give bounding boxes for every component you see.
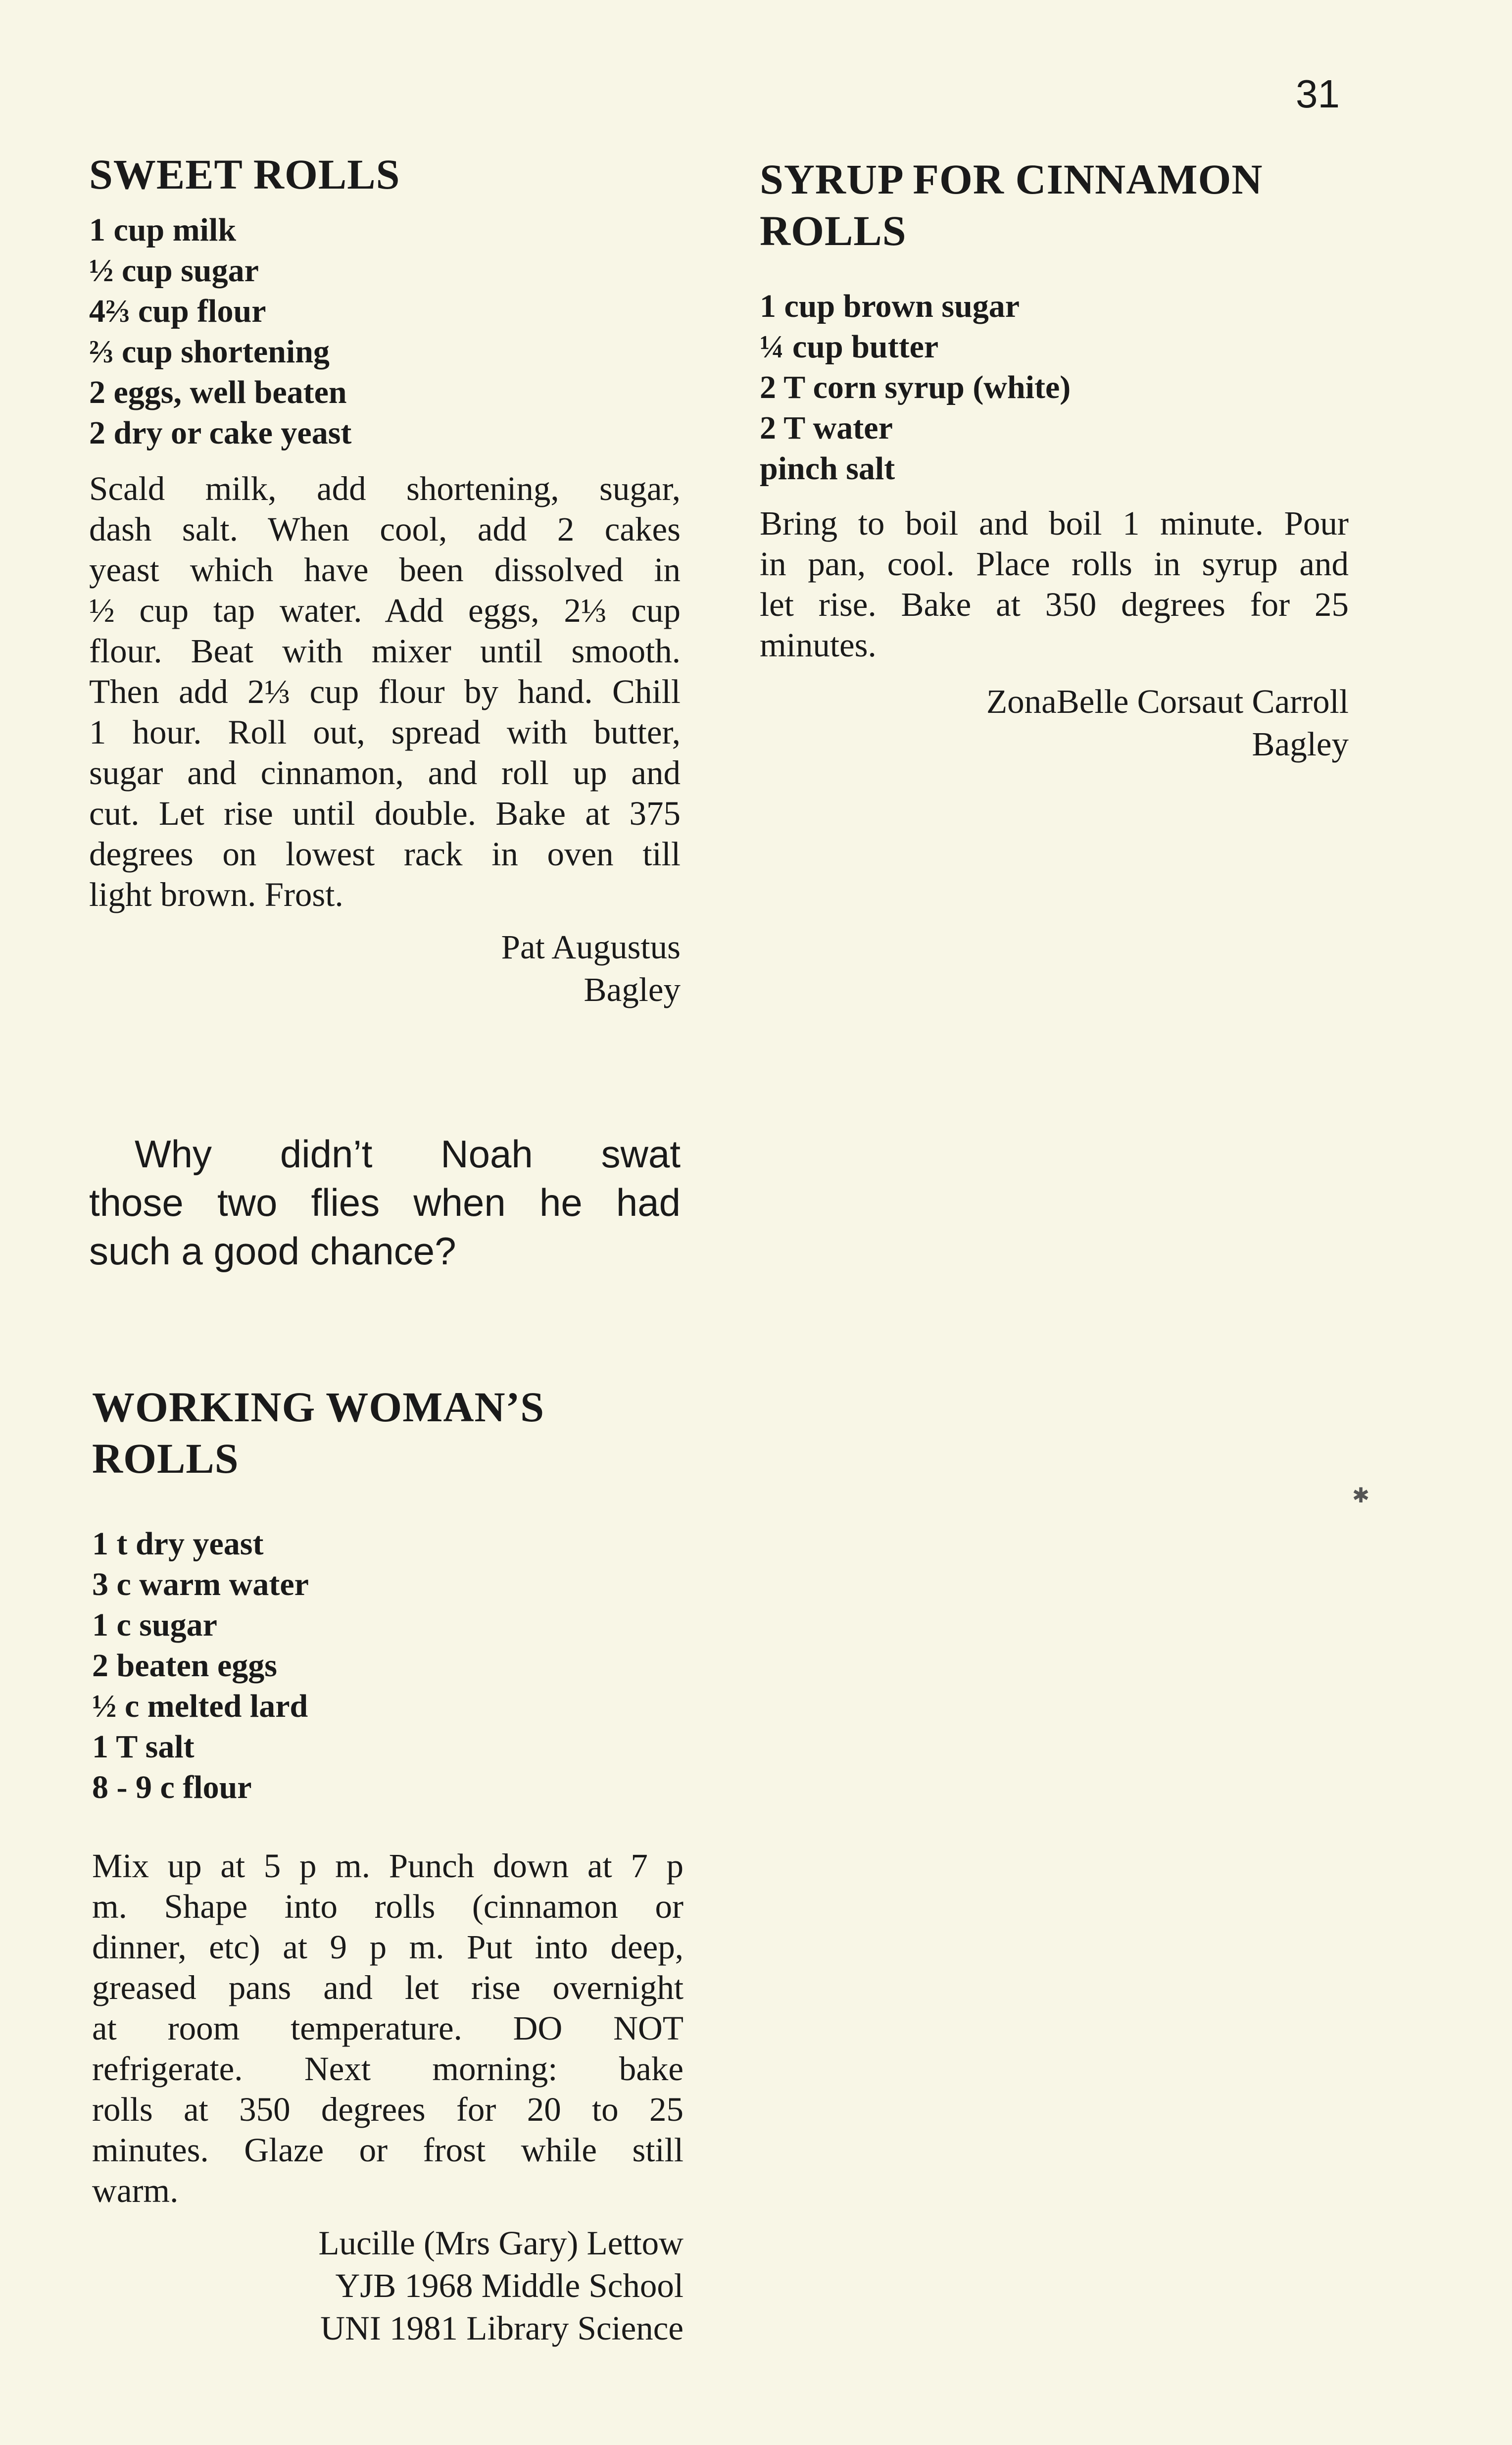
method-line: yeast which have been dissolved in [89,551,681,589]
author-name: Pat Augustus [501,928,681,966]
method-line: dash salt. When cool, add 2 cakes [89,510,681,548]
ingredient-item: pinch salt [760,450,895,487]
method-line: dinner, etc) at 9 p m. Put into deep, [92,1928,683,1966]
recipe-working-womans-rolls [92,1381,683,2349]
joke-line: such a good chance? [89,1229,456,1273]
author-name: Lucille (Mrs Gary) Lettow [318,2224,683,2262]
title-line: ROLLS [92,1435,239,1482]
method-line: degrees on lowest rack in oven till [89,835,681,873]
recipe-sweet-rolls [89,149,681,1011]
recipe-author [92,2222,683,2349]
page-number: 31 [1296,72,1340,116]
method-line: greased pans and let rise overnight [92,1969,683,2006]
ingredient-list [89,210,681,453]
print-mark-icon: ✱ [1352,1485,1370,1507]
ingredient-item: ½ c melted lard [92,1688,308,1724]
method-line: Then add 2⅓ cup flour by hand. Chill [89,673,681,710]
title-line: ROLLS [760,207,907,254]
ingredient-item: ¼ cup butter [760,329,939,365]
ingredient-item: 2 dry or cake yeast [89,415,352,451]
method-line: minutes. [760,626,877,664]
method-line: Mix up at 5 p m. Punch down at 7 p [92,1847,683,1885]
ingredient-item: ⅔ cup shortening [89,334,330,370]
recipe-method [89,468,681,915]
title-line: SYRUP FOR CINNAMON [760,155,1263,203]
method-line: in pan, cool. Place rolls in syrup and [760,545,1349,583]
method-line: at room temperature. DO NOT [92,2009,683,2047]
joke-block [89,1130,681,1275]
recipe-title [760,153,1349,256]
recipe-method [760,503,1349,665]
ingredient-list [92,1524,683,1808]
ingredient-item: 3 c warm water [92,1566,309,1602]
recipe-author [89,926,681,1011]
author-town: Bagley [1252,725,1349,763]
ingredient-item: 2 eggs, well beaten [89,374,347,410]
method-line: refrigerate. Next morning: bake [92,2050,683,2088]
method-line: warm. [92,2172,179,2209]
method-line: cut. Let rise until double. Bake at 375 [89,795,681,832]
title-line: WORKING WOMAN’S [92,1383,545,1431]
ingredient-item: 2 T water [760,410,893,446]
recipe-syrup-for-cinnamon-rolls [760,153,1349,765]
recipe-author [760,680,1349,765]
method-line: rolls at 350 degrees for 20 to 25 [92,2091,683,2128]
method-line: minutes. Glaze or frost while still [92,2131,683,2169]
ingredient-list [760,286,1349,489]
method-line: 1 hour. Roll out, spread with butter, [89,713,681,751]
method-line: let rise. Bake at 350 degrees for 25 [760,586,1349,623]
method-line: light brown. Frost. [89,876,343,913]
ingredient-item: 1 c sugar [92,1607,217,1643]
ingredient-item: 1 T salt [92,1729,195,1765]
ingredient-item: ½ cup sugar [89,252,259,289]
ingredient-item: 1 t dry yeast [92,1526,264,1562]
joke-text [89,1130,681,1275]
author-town: Bagley [584,971,681,1008]
ingredient-item: 1 cup milk [89,212,237,248]
joke-line: those two flies when he had [89,1181,681,1224]
method-line: flour. Beat with mixer until smooth. [89,632,681,670]
ingredient-item: 4⅔ cup flour [89,293,266,329]
recipe-title [92,1381,683,1484]
method-line: m. Shape into rolls (cinnamon or [92,1888,683,1925]
method-line: Scald milk, add shortening, sugar, [89,470,681,507]
author-detail: YJB 1968 Middle School [335,2267,683,2304]
ingredient-item: 2 beaten eggs [92,1647,277,1684]
recipe-title: SWEET ROLLS [89,150,400,198]
joke-line: Why didn’t Noah swat [135,1132,681,1176]
ingredient-item: 1 cup brown sugar [760,288,1020,324]
author-detail: UNI 1981 Library Science [320,2309,683,2347]
method-line: ½ cup tap water. Add eggs, 2⅓ cup [89,592,681,629]
author-name: ZonaBelle Corsaut Carroll [986,683,1349,720]
ingredient-item: 8 - 9 c flour [92,1769,252,1805]
ingredient-item: 2 T corn syrup (white) [760,369,1071,405]
method-line: sugar and cinnamon, and roll up and [89,754,681,792]
recipe-method [92,1846,683,2211]
method-line: Bring to boil and boil 1 minute. Pour [760,504,1349,542]
